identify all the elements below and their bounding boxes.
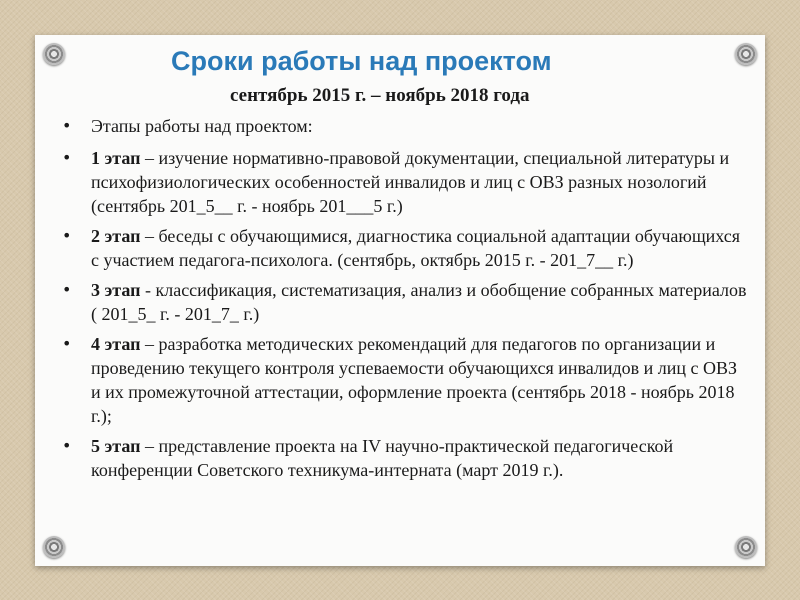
stage-label: 5 этап bbox=[91, 436, 141, 456]
stage-text: – беседы с обучающимися, диагностика социальной адаптации обучающихся с участием педагога-психолога. (сентябрь, октябрь 2015 г. - 201_7__ г.) bbox=[91, 226, 741, 270]
stage-item-4 bbox=[60, 332, 748, 428]
stage-text: – разработка методических рекомендаций для педагогов по организации и проведению текущего контроля успеваемости обучающихся инвалидов и лиц с ОВЗ и их промежуточной аттестации, оформление проекта (сентябрь 2018 - ноябрь 2018 г.); bbox=[91, 334, 738, 426]
stage-item-1 bbox=[60, 146, 748, 218]
stage-item-5 bbox=[60, 434, 748, 482]
stage-item-2 bbox=[60, 224, 748, 272]
pin-icon-bottom-left bbox=[43, 536, 65, 558]
stages-heading-text: Этапы работы над проектом: bbox=[91, 116, 313, 136]
stage-label: 3 этап bbox=[91, 280, 141, 300]
stage-text: - классификация, систематизация, анализ и обобщение собранных материалов ( 201_5_ г. - 201_7_ г.) bbox=[91, 280, 747, 324]
stage-item-3 bbox=[60, 278, 748, 326]
pin-icon-top-left bbox=[43, 43, 65, 65]
stage-text: – представление проекта на IV научно-практической педагогической конференции Советского техникума-интерната (март 2019 г.). bbox=[91, 436, 674, 480]
stage-label: 1 этап bbox=[91, 148, 141, 168]
slide-subtitle: сентябрь 2015 г. – ноябрь 2018 года bbox=[230, 85, 530, 106]
slide-title: Сроки работы над проектом bbox=[171, 46, 552, 76]
stage-label: 2 этап bbox=[91, 226, 141, 246]
stages-list bbox=[60, 114, 748, 488]
stages-heading bbox=[60, 114, 748, 138]
stage-label: 4 этап bbox=[91, 334, 141, 354]
stage-text: – изучение нормативно-правовой документации, специальной литературы и психофизиологических особенностей инвалидов и лиц с ОВЗ разных нозологий (сентябрь 201_5__ г. - ноябрь 201___5 г.) bbox=[91, 148, 730, 216]
pin-icon-top-right bbox=[735, 43, 757, 65]
pin-icon-bottom-right bbox=[735, 536, 757, 558]
